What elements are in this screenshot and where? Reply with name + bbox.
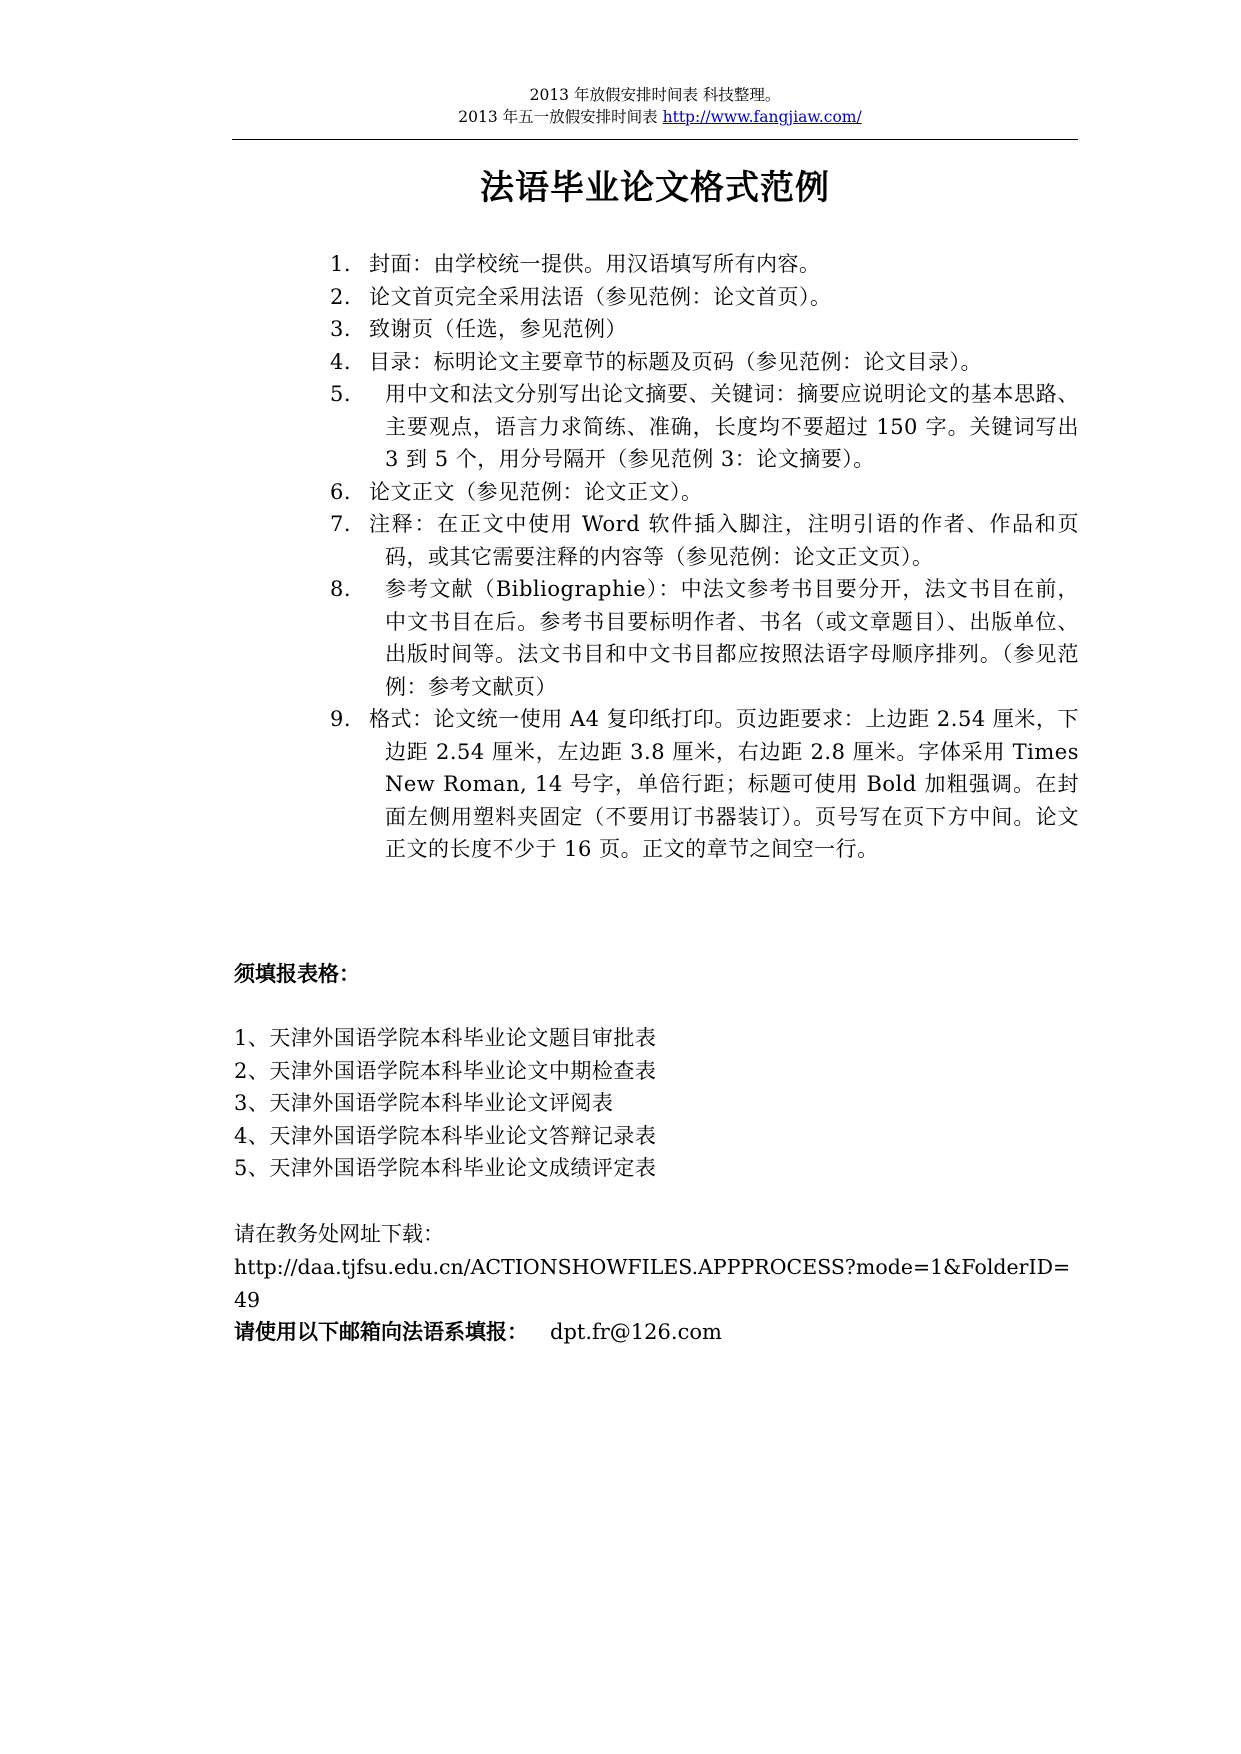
requirement-text: 封面：由学校统一提供。用汉语填写所有内容。 — [369, 252, 821, 276]
email-address[interactable]: dpt.fr@126.com — [550, 1320, 722, 1344]
requirement-item-7 — [0, 508, 1241, 573]
forms-heading: 须填报表格： — [234, 962, 360, 986]
requirement-text: 论文首页完全采用法语（参见范例：论文首页）。 — [369, 284, 832, 309]
requirement-item-1 — [0, 248, 1241, 281]
requirement-item-3 — [0, 313, 1241, 346]
requirement-number: 3. — [330, 317, 352, 341]
requirement-number: 2. — [330, 284, 352, 309]
requirement-number: 7. — [330, 512, 352, 536]
header-link[interactable]: http://www.fangjiaw.com/ — [662, 108, 862, 126]
requirement-text: 致谢页（任选，参见范例） — [369, 317, 627, 341]
document-title: 法语毕业论文格式范例 — [480, 168, 830, 208]
header-line-2 — [232, 106, 1078, 128]
requirement-text: 用中文和法文分别写出论文摘要、关键词：摘要应说明论文的基本思路、主要观点，语言力求简练、准确，长度均不要超过 150 字。关键词写出 3 到 5 个，用分号隔开（参见范例 3：论文摘要）。 — [385, 382, 1079, 471]
forms-list — [234, 1022, 656, 1185]
form-item: 4、天津外国语学院本科毕业论文答辩记录表 — [234, 1123, 657, 1148]
form-item: 2、天津外国语学院本科毕业论文中期检查表 — [234, 1058, 657, 1083]
email-row — [234, 1316, 722, 1349]
email-label: 请使用以下邮箱向法语系填报： — [234, 1320, 528, 1344]
form-item: 1、天津外国语学院本科毕业论文题目审批表 — [234, 1026, 657, 1050]
requirement-item-8 — [0, 573, 1241, 703]
requirement-item-2 — [0, 281, 1241, 314]
requirement-item-6 — [0, 476, 1241, 509]
requirement-item-5 — [0, 378, 1241, 476]
requirement-item-4 — [0, 346, 1241, 379]
requirement-number: 4. — [330, 349, 352, 374]
download-url[interactable]: http://daa.tjfsu.edu.cn/ACTIONSHOWFILES.APPPROCESS?mode=1&FolderID=49 — [234, 1255, 1071, 1312]
header-divider — [232, 139, 1078, 140]
header-line-1: 2013 年放假安排时间表 科技整理。 — [529, 86, 781, 104]
requirements-list — [0, 248, 1241, 866]
requirement-text: 格式：论文统一使用 A4 复印纸打印。页边距要求：上边距 2.54 厘米，下边距 2.54 厘米，左边距 3.8 厘米，右边距 2.8 厘米。字体采用 Times New Roman, 14 号字，单倍行距；标题可使用 Bold 加粗强调。在封面左侧用塑料夹固定（不要用订书器装订）。页号写在页下方中间。论文正文的长度不少于 16 页。正文的章节之间空一行。 — [369, 707, 1079, 861]
form-item: 5、天津外国语学院本科毕业论文成绩评定表 — [234, 1156, 657, 1180]
requirement-text: 注释：在正文中使用 Word 软件插入脚注，注明引语的作者、作品和页码，或其它需要注释的内容等（参见范例：论文正文页）。 — [369, 512, 1079, 569]
requirement-number: 6. — [330, 479, 352, 504]
form-item: 3、天津外国语学院本科毕业论文评阅表 — [234, 1091, 614, 1115]
requirement-text: 目录：标明论文主要章节的标题及页码（参见范例：论文目录）。 — [369, 349, 982, 374]
requirement-number: 8. — [330, 577, 352, 601]
requirement-number: 5. — [330, 382, 352, 406]
requirement-text: 参考文献（Bibliographie）：中法文参考书目要分开，法文书目在前，中文书目在后。参考书目要标明作者、书名（或文章题目）、出版单位、出版时间等。法文书目和中文书目都应按照法语字母顺序排列。（参见范例：参考文献页） — [385, 577, 1079, 699]
header-line-2-text: 2013 年五一放假安排时间表 — [458, 108, 663, 126]
requirement-number: 1. — [330, 252, 352, 276]
requirement-item-9 — [0, 703, 1241, 866]
requirement-number: 9. — [330, 707, 352, 731]
page-header — [232, 84, 1078, 128]
requirement-text: 论文正文（参见范例：论文正文）。 — [369, 479, 703, 504]
download-label: 请在教务处网址下载： — [234, 1222, 444, 1246]
